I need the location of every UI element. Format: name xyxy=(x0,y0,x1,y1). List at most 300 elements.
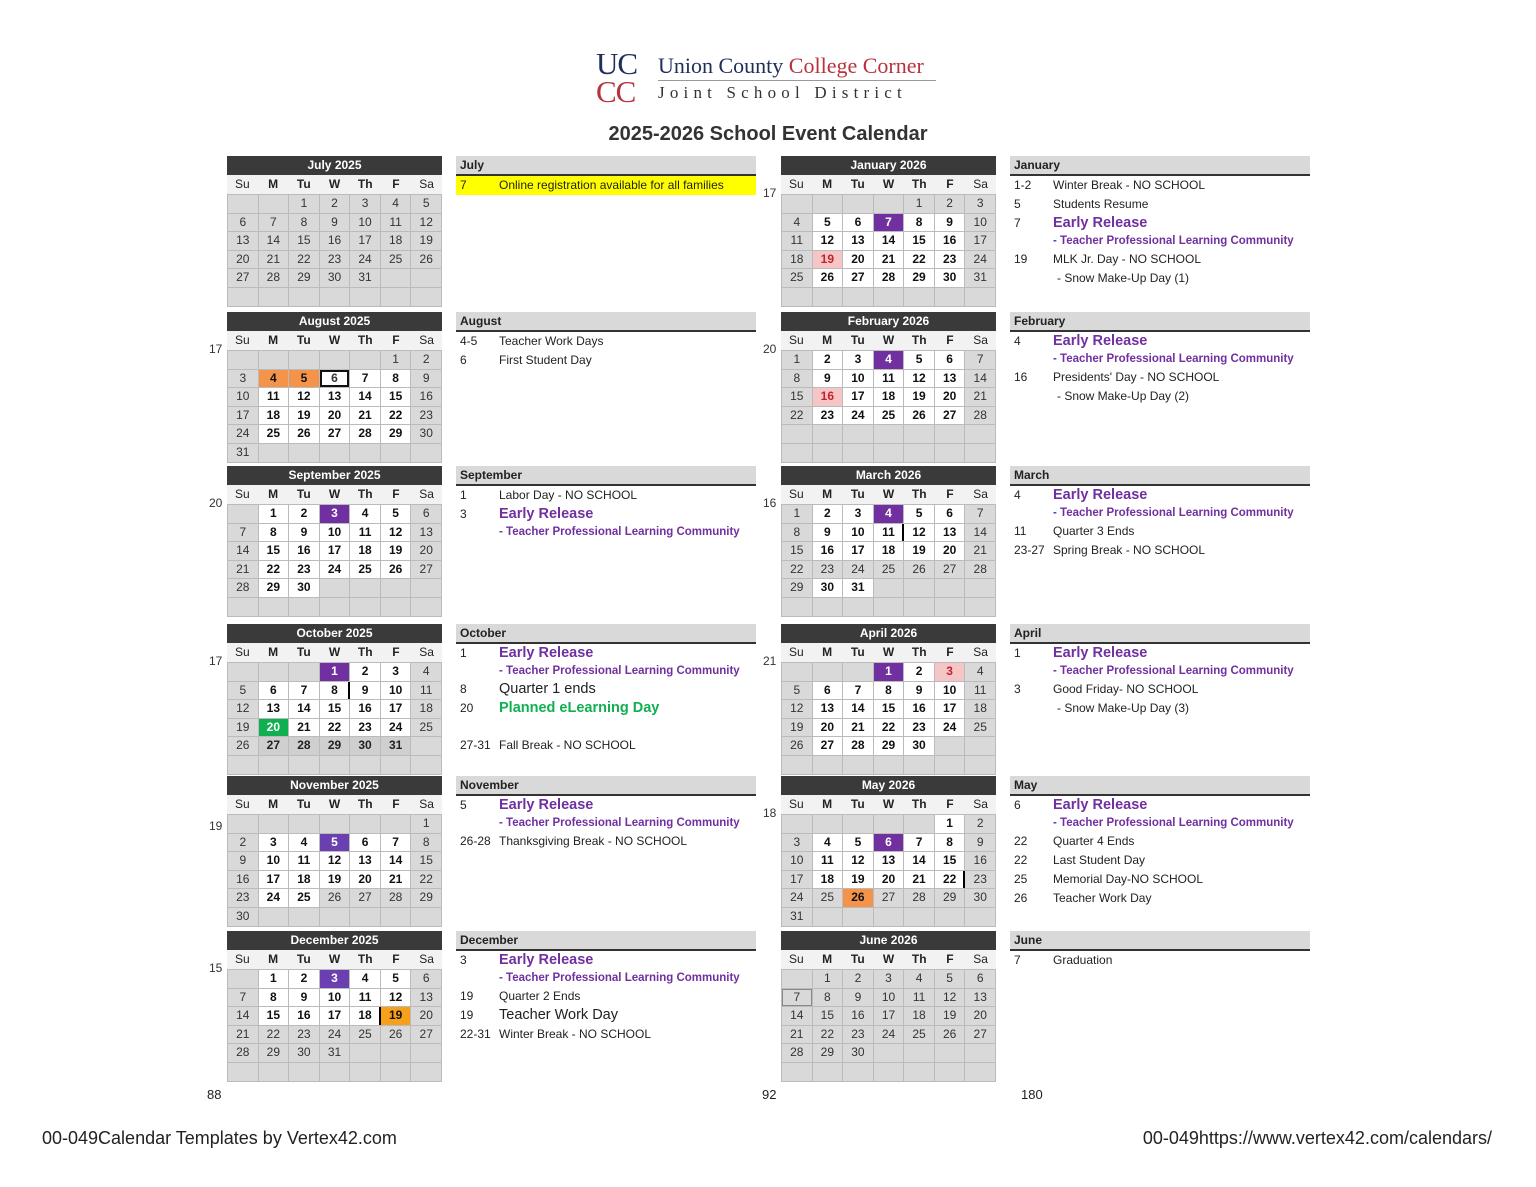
event-list xyxy=(1010,931,1310,970)
event-description: Last Student Day xyxy=(1053,853,1146,867)
empty-day xyxy=(874,1044,904,1062)
calendar-day: 24 xyxy=(259,889,289,907)
weekday-label: Su xyxy=(789,487,804,501)
calendar-day: 19 xyxy=(935,1007,965,1025)
calendar-day: 28 xyxy=(965,407,995,425)
event-item xyxy=(456,505,756,524)
empty-day xyxy=(228,505,258,523)
empty-day xyxy=(259,756,289,774)
weekday-label: Tu xyxy=(296,333,311,347)
calendar-day: 14 xyxy=(874,232,904,250)
calendar-day: 12 xyxy=(381,989,411,1007)
calendar-day: 18 xyxy=(904,1007,934,1025)
calendar-day: 12 xyxy=(411,214,441,232)
month-calendar xyxy=(781,156,996,307)
empty-day xyxy=(935,756,965,774)
calendar-day: 7 xyxy=(289,682,319,700)
event-item xyxy=(1010,851,1310,870)
calendar-day: 3 xyxy=(935,663,965,681)
weekday-label: Sa xyxy=(419,797,434,811)
event-list xyxy=(1010,624,1310,718)
calendar-day: 27 xyxy=(228,269,258,287)
calendar-day: 23 xyxy=(411,407,441,425)
event-date xyxy=(1010,233,1053,250)
event-description: Memorial Day-NO SCHOOL xyxy=(1053,872,1204,886)
empty-day xyxy=(874,815,904,833)
calendar-day: 9 xyxy=(289,524,319,542)
empty-day xyxy=(350,908,380,926)
empty-day xyxy=(259,288,289,306)
event-date xyxy=(456,718,499,736)
event-date: 8 xyxy=(460,682,467,696)
weekday-label: Su xyxy=(789,177,804,191)
empty-day xyxy=(289,756,319,774)
weekday-label: Tu xyxy=(850,333,865,347)
weekday-label: W xyxy=(882,645,895,659)
calendar-day: 30 xyxy=(289,1044,319,1062)
year-day-count: 180 xyxy=(1021,1087,1043,1102)
month-title: January 2026 xyxy=(781,156,996,175)
calendar-day: 8 xyxy=(320,682,350,700)
calendar-day: 20 xyxy=(843,251,873,269)
calendar-day: 4 xyxy=(411,663,441,681)
empty-day xyxy=(843,756,873,774)
event-item xyxy=(456,486,756,505)
weekday-label: Th xyxy=(911,797,927,811)
empty-day xyxy=(935,737,965,755)
calendar-day: 25 xyxy=(289,889,319,907)
calendar-day: 26 xyxy=(813,269,843,287)
weekday-label: Th xyxy=(357,333,373,347)
calendar-day: 8 xyxy=(813,989,843,1007)
weekday-label: W xyxy=(328,487,341,501)
event-description: Presidents' Day - NO SCHOOL xyxy=(1053,370,1220,384)
calendar-day: 25 xyxy=(259,425,289,443)
weekday-label: M xyxy=(268,333,279,347)
calendar-day: 16 xyxy=(904,700,934,718)
calendar-day: 11 xyxy=(874,524,904,542)
empty-day xyxy=(289,908,319,926)
calendar-day: 28 xyxy=(904,889,934,907)
weekday-label: Sa xyxy=(419,487,434,501)
day-grid xyxy=(781,194,996,307)
calendar-day: 22 xyxy=(289,251,319,269)
weekday-label: W xyxy=(328,333,341,347)
empty-day xyxy=(843,425,873,443)
event-description: Teacher Work Days xyxy=(499,334,604,348)
empty-day xyxy=(350,756,380,774)
event-item xyxy=(1010,486,1310,505)
event-description: Winter Break - NO SCHOOL xyxy=(499,1027,652,1041)
calendar-day: 20 xyxy=(350,871,380,889)
calendar-day: 22 xyxy=(782,561,812,579)
empty-day xyxy=(350,1044,380,1062)
weekday-label: Tu xyxy=(850,177,865,191)
event-description: Students Resume xyxy=(1053,197,1149,211)
weekday-label: Su xyxy=(789,333,804,347)
empty-day xyxy=(381,288,411,306)
event-description: - Teacher Professional Learning Community xyxy=(499,817,740,829)
month-calendar xyxy=(781,624,996,775)
calendar-day: 27 xyxy=(843,269,873,287)
event-date: 22 xyxy=(1014,834,1028,848)
event-date: 22 xyxy=(1014,853,1028,867)
empty-day xyxy=(350,288,380,306)
empty-day xyxy=(411,269,441,287)
empty-day xyxy=(965,737,995,755)
calendar-day: 3 xyxy=(381,663,411,681)
calendar-day: 12 xyxy=(782,700,812,718)
empty-day xyxy=(320,756,350,774)
empty-day xyxy=(259,351,289,369)
empty-day xyxy=(228,288,258,306)
calendar-day: 8 xyxy=(411,834,441,852)
calendar-day: 16 xyxy=(350,700,380,718)
calendar-day: 19 xyxy=(411,232,441,250)
event-item xyxy=(1010,699,1310,718)
empty-day xyxy=(259,195,289,213)
weekday-header xyxy=(781,950,996,969)
event-list-month: July xyxy=(456,156,756,176)
weekday-label: M xyxy=(268,177,279,191)
empty-day xyxy=(228,970,258,988)
calendar-day: 31 xyxy=(350,269,380,287)
calendar-day: 9 xyxy=(904,682,934,700)
calendar-day: 4 xyxy=(782,214,812,232)
empty-day xyxy=(411,908,441,926)
event-date: 6 xyxy=(1014,798,1021,812)
event-list-month: November xyxy=(456,776,756,796)
empty-day xyxy=(813,288,843,306)
empty-day xyxy=(965,444,995,462)
event-description: Early Release xyxy=(1053,487,1148,503)
empty-day xyxy=(289,598,319,616)
empty-day xyxy=(874,908,904,926)
weekday-label: F xyxy=(392,797,400,811)
calendar-day: 23 xyxy=(320,251,350,269)
calendar-day: 30 xyxy=(935,269,965,287)
event-list-month: August xyxy=(456,312,756,332)
calendar-day: 17 xyxy=(381,700,411,718)
calendar-day: 2 xyxy=(320,195,350,213)
empty-day xyxy=(874,598,904,616)
calendar-day: 31 xyxy=(320,1044,350,1062)
calendar-day: 6 xyxy=(843,214,873,232)
calendar-day: 25 xyxy=(350,1026,380,1044)
calendar-day: 2 xyxy=(813,505,843,523)
semester2-day-count: 92 xyxy=(762,1087,777,1102)
weekday-label: Sa xyxy=(973,952,988,966)
calendar-day: 17 xyxy=(782,871,812,889)
calendar-day: 16 xyxy=(843,1007,873,1025)
empty-day xyxy=(874,1063,904,1081)
event-list xyxy=(1010,312,1310,406)
day-grid xyxy=(227,194,442,307)
calendar-day: 19 xyxy=(904,388,934,406)
calendar-day: 11 xyxy=(813,852,843,870)
calendar-day: 25 xyxy=(874,561,904,579)
event-item xyxy=(1010,663,1310,680)
weekday-label: Th xyxy=(911,177,927,191)
calendar-day: 18 xyxy=(874,388,904,406)
event-date xyxy=(456,663,499,680)
calendar-day: 3 xyxy=(320,970,350,988)
calendar-day: 25 xyxy=(411,719,441,737)
calendar-day: 21 xyxy=(965,542,995,560)
calendar-day: 28 xyxy=(228,1044,258,1062)
empty-day xyxy=(935,1044,965,1062)
event-date: 1 xyxy=(460,488,467,502)
event-item xyxy=(456,951,756,970)
event-date xyxy=(456,970,499,987)
event-item xyxy=(456,176,756,195)
calendar-day: 1 xyxy=(320,663,350,681)
weekday-label: Sa xyxy=(973,645,988,659)
calendar-day: 30 xyxy=(813,579,843,597)
calendar-day: 21 xyxy=(782,1026,812,1044)
empty-day xyxy=(411,737,441,755)
calendar-day: 9 xyxy=(289,989,319,1007)
calendar-day: 10 xyxy=(320,524,350,542)
weekday-label: Su xyxy=(235,333,250,347)
calendar-day: 28 xyxy=(782,1044,812,1062)
weekday-label: Tu xyxy=(850,952,865,966)
weekday-header xyxy=(227,950,442,969)
empty-day xyxy=(289,663,319,681)
event-date: 3 xyxy=(460,507,467,521)
calendar-day: 10 xyxy=(843,370,873,388)
calendar-day: 17 xyxy=(320,542,350,560)
empty-day xyxy=(813,756,843,774)
calendar-day: 26 xyxy=(411,251,441,269)
calendar-day: 4 xyxy=(813,834,843,852)
empty-day xyxy=(813,444,843,462)
calendar-day: 30 xyxy=(228,908,258,926)
calendar-day: 13 xyxy=(228,232,258,250)
event-description: Early Release xyxy=(499,645,594,661)
weekday-label: W xyxy=(882,487,895,501)
weekday-label: Th xyxy=(357,645,373,659)
month-title: May 2026 xyxy=(781,776,996,795)
calendar-day: 10 xyxy=(874,989,904,1007)
weekday-label: F xyxy=(946,645,954,659)
event-description: - Snow Make-Up Day (1) xyxy=(1057,271,1190,285)
calendar-day: 26 xyxy=(904,407,934,425)
empty-day xyxy=(874,579,904,597)
weekday-header xyxy=(227,795,442,814)
event-description: Quarter 4 Ends xyxy=(1053,834,1135,848)
empty-day xyxy=(381,1044,411,1062)
event-description: Good Friday- NO SCHOOL xyxy=(1053,682,1199,696)
calendar-day: 1 xyxy=(381,351,411,369)
month-title: August 2025 xyxy=(227,312,442,331)
calendar-day: 20 xyxy=(411,542,441,560)
calendar-day: 28 xyxy=(289,737,319,755)
empty-day xyxy=(843,288,873,306)
empty-day xyxy=(935,444,965,462)
event-list xyxy=(456,931,756,1044)
calendar-day: 20 xyxy=(935,542,965,560)
event-description: Labor Day - NO SCHOOL xyxy=(499,488,638,502)
calendar-day: 21 xyxy=(904,871,934,889)
event-item xyxy=(456,1025,756,1044)
empty-day xyxy=(935,288,965,306)
empty-day xyxy=(381,598,411,616)
month-calendar xyxy=(227,466,442,617)
calendar-day: 9 xyxy=(965,834,995,852)
empty-day xyxy=(904,1063,934,1081)
calendar-day: 21 xyxy=(965,388,995,406)
empty-day xyxy=(813,663,843,681)
calendar-day: 17 xyxy=(320,1007,350,1025)
calendar-day: 10 xyxy=(259,852,289,870)
calendar-day: 30 xyxy=(904,737,934,755)
calendar-day: 30 xyxy=(289,579,319,597)
event-description: Spring Break - NO SCHOOL xyxy=(1053,543,1206,557)
event-description: Early Release xyxy=(499,797,594,813)
calendar-day: 22 xyxy=(874,719,904,737)
empty-day xyxy=(935,908,965,926)
event-item xyxy=(1010,332,1310,351)
calendar-day: 20 xyxy=(228,251,258,269)
calendar-day: 25 xyxy=(350,561,380,579)
empty-day xyxy=(935,425,965,443)
calendar-day: 30 xyxy=(411,425,441,443)
weekday-label: F xyxy=(946,177,954,191)
weekday-label: Sa xyxy=(419,645,434,659)
month-calendar xyxy=(781,931,996,1082)
calendar-day: 21 xyxy=(350,407,380,425)
empty-day xyxy=(411,579,441,597)
event-description: Online registration available for all families xyxy=(499,178,724,192)
calendar-day: 13 xyxy=(320,388,350,406)
calendar-day: 28 xyxy=(259,269,289,287)
event-date: 3 xyxy=(460,953,467,967)
calendar-day: 23 xyxy=(843,1026,873,1044)
empty-day xyxy=(259,663,289,681)
event-list xyxy=(456,624,756,755)
calendar-day: 2 xyxy=(350,663,380,681)
event-item xyxy=(1010,368,1310,387)
weekday-label: W xyxy=(328,645,341,659)
event-date: 1-2 xyxy=(1014,178,1032,192)
calendar-day: 3 xyxy=(320,505,350,523)
calendar-day: 15 xyxy=(381,388,411,406)
month-title: September 2025 xyxy=(227,466,442,485)
weekday-label: F xyxy=(946,333,954,347)
empty-day xyxy=(350,351,380,369)
calendar-day: 31 xyxy=(782,908,812,926)
calendar-day: 27 xyxy=(935,561,965,579)
event-date xyxy=(1010,699,1053,718)
calendar-day: 23 xyxy=(904,719,934,737)
event-list xyxy=(456,156,756,195)
calendar-day: 10 xyxy=(782,852,812,870)
empty-day xyxy=(813,598,843,616)
calendar-day: 20 xyxy=(320,407,350,425)
calendar-day: 26 xyxy=(782,737,812,755)
event-item xyxy=(1010,870,1310,889)
event-date: 22-31 xyxy=(460,1027,491,1041)
weekday-label: Tu xyxy=(296,952,311,966)
event-item xyxy=(1010,951,1310,970)
calendar-day: 27 xyxy=(874,889,904,907)
month-calendar xyxy=(227,312,442,463)
calendar-day: 11 xyxy=(782,232,812,250)
calendar-day: 22 xyxy=(813,1026,843,1044)
event-list-month: May xyxy=(1010,776,1310,796)
event-item xyxy=(1010,644,1310,663)
weekday-label: Su xyxy=(235,797,250,811)
event-description: - Teacher Professional Learning Community xyxy=(499,526,740,538)
calendar-day: 17 xyxy=(965,232,995,250)
calendar-day: 30 xyxy=(843,1044,873,1062)
empty-day xyxy=(320,1063,350,1081)
calendar-day: 21 xyxy=(874,251,904,269)
calendar-day: 9 xyxy=(843,989,873,1007)
calendar-day: 1 xyxy=(782,351,812,369)
calendar-day: 14 xyxy=(843,700,873,718)
empty-day xyxy=(259,598,289,616)
calendar-day: 19 xyxy=(289,407,319,425)
calendar-day: 10 xyxy=(381,682,411,700)
calendar-day: 21 xyxy=(289,719,319,737)
weekday-label: Sa xyxy=(973,797,988,811)
weekday-label: M xyxy=(268,952,279,966)
empty-day xyxy=(965,756,995,774)
day-grid xyxy=(781,350,996,463)
event-date: 3 xyxy=(1014,682,1021,696)
event-date xyxy=(1010,663,1053,680)
event-item xyxy=(456,796,756,815)
calendar-day: 3 xyxy=(843,505,873,523)
calendar-day: 26 xyxy=(381,1026,411,1044)
calendar-day: 23 xyxy=(289,561,319,579)
calendar-day: 8 xyxy=(874,682,904,700)
empty-day xyxy=(411,598,441,616)
weekday-label: W xyxy=(882,797,895,811)
calendar-day: 1 xyxy=(874,663,904,681)
empty-day xyxy=(782,815,812,833)
day-grid xyxy=(227,504,442,617)
calendar-day: 3 xyxy=(782,834,812,852)
calendar-day: 27 xyxy=(411,561,441,579)
weekday-label: Sa xyxy=(973,177,988,191)
empty-day xyxy=(782,663,812,681)
calendar-day: 24 xyxy=(843,561,873,579)
month-calendar xyxy=(781,466,996,617)
event-list-month: December xyxy=(456,931,756,951)
calendar-day: 9 xyxy=(813,524,843,542)
event-date: 25 xyxy=(1014,872,1028,886)
weekday-header xyxy=(227,643,442,662)
empty-day xyxy=(813,195,843,213)
calendar-day: 11 xyxy=(904,989,934,1007)
footer-right-link[interactable]: 00-049https://www.vertex42.com/calendars/ xyxy=(1142,1128,1492,1148)
calendar-day: 29 xyxy=(289,269,319,287)
empty-day xyxy=(782,970,812,988)
calendar-day: 22 xyxy=(259,1026,289,1044)
month-title: July 2025 xyxy=(227,156,442,175)
empty-day xyxy=(782,195,812,213)
event-description: Early Release xyxy=(499,506,594,522)
district-name-part2: College Corner xyxy=(788,53,924,78)
calendar-day: 6 xyxy=(259,682,289,700)
calendar-day: 6 xyxy=(320,370,350,388)
calendar-day: 19 xyxy=(813,251,843,269)
calendar-day: 5 xyxy=(289,370,319,388)
calendar-day: 12 xyxy=(320,852,350,870)
